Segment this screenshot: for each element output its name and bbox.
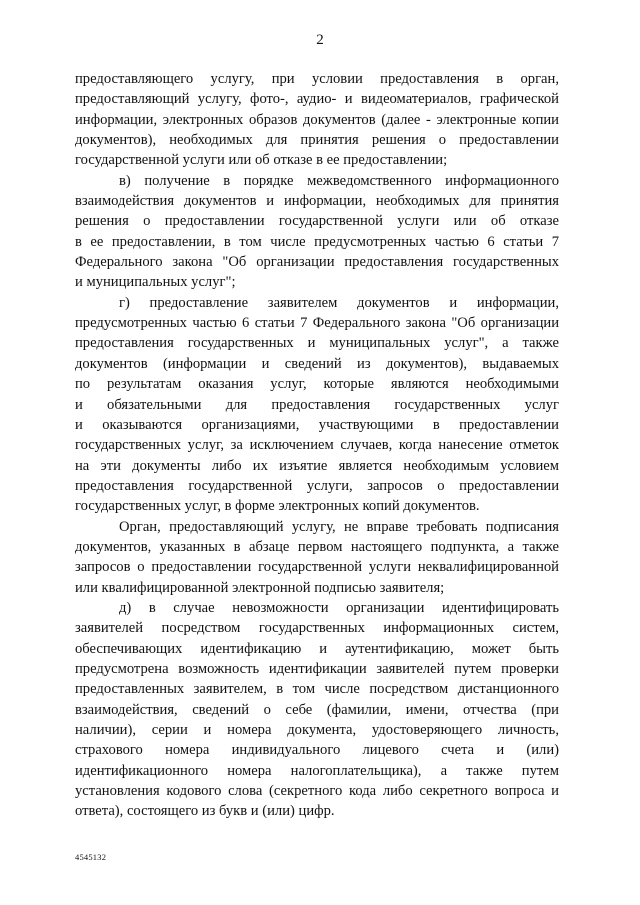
text-line: наличии), серии и номера документа, удостоверяющего личность, (75, 722, 559, 738)
text-line: д) в случае невозможности организации идентифицировать (119, 599, 559, 616)
text-line: государственной услуги или об отказе в ее предоставлении; (75, 152, 448, 169)
text-line: заявителей посредством государственных информационных систем, (75, 620, 559, 637)
text-line: предоставляющего услугу, при условии предоставления в орган, (75, 71, 559, 87)
text-line: ответа), состоящего из букв и (или) цифр. (75, 803, 335, 820)
paragraph (75, 171, 559, 293)
text-line: установления кодового слова (секретного кода либо секретного вопроса и (75, 783, 559, 800)
text-line: или квалифицированной электронной подписью заявителя; (75, 579, 445, 596)
text-line: обеспечивающих идентификацию и аутентификацию, может быть (75, 640, 559, 657)
text-line: предоставления государственных и муниципальных услуг", а также (75, 335, 559, 352)
text-line: взаимодействия документов и информации, необходимых для принятия (75, 193, 559, 210)
text-line: в) получение в порядке межведомственного информационного (119, 172, 559, 189)
text-line: государственных услуг, за исключением случаев, когда нанесение отметок (75, 437, 559, 454)
text-line: на эти документы либо их изъятие является необходимым условием (75, 457, 559, 474)
text-line: в ее предоставлении, в том числе предусмотренных частью 6 статьи 7 (75, 233, 559, 250)
text-line: Орган, предоставляющий услугу, не вправе требовать подписания (119, 518, 559, 535)
paragraph (75, 517, 559, 598)
text-line: запросов о предоставлении государственной услуги неквалифицированной (75, 559, 559, 576)
text-line: по результатам оказания услуг, которые являются необходимыми (75, 376, 559, 393)
text-line: документов, указанных в абзаце первом настоящего подпункта, а также (75, 538, 559, 555)
text-line: документов), необходимых для принятия решения о предоставлении (75, 132, 559, 149)
text-line: предоставленных заявителем, в том числе посредством дистанционного (75, 681, 559, 698)
document-body (75, 69, 559, 822)
text-line: г) предоставление заявителем документов и информации, (119, 294, 559, 311)
text-line: государственных услуг, в форме электронных копий документов. (75, 498, 480, 515)
text-line: предоставляющий услугу, фото-, аудио- и видеоматериалов, графической (75, 91, 559, 108)
document-code: 4545132 (75, 852, 107, 862)
text-line: предусмотренных частью 6 статьи 7 Федерального закона "Об организации (75, 315, 559, 332)
text-line: Федерального закона "Об организации предоставления государственных (75, 254, 559, 271)
text-line: идентификационного номера налогоплательщика), а также путем (75, 762, 559, 779)
text-line: предусмотрена возможность идентификации заявителей путем проверки (75, 660, 559, 677)
text-line: решения о предоставлении государственной услуги или об отказе (75, 213, 559, 230)
paragraph (75, 69, 559, 171)
paragraph (75, 598, 559, 822)
text-line: страхового номера индивидуального лицевого счета и (или) (75, 742, 559, 759)
text-line: предоставления государственной услуги, запросов о предоставлении (75, 477, 559, 494)
text-line: взаимодействия, сведений о себе (фамилии, имени, отчества (при (75, 701, 559, 718)
text-line: документов (информации и сведений из документов), выдаваемых (75, 355, 559, 372)
page-number: 2 (316, 32, 324, 48)
text-line: и обязательными для предоставления государственных услуг (75, 396, 559, 413)
text-line: информации, электронных образов документов (далее - электронные копии (75, 111, 559, 128)
text-line: и муниципальных услуг"; (75, 274, 236, 291)
paragraph (75, 293, 559, 517)
text-line: и оказываются организациями, участвующими в предоставлении (75, 416, 559, 433)
